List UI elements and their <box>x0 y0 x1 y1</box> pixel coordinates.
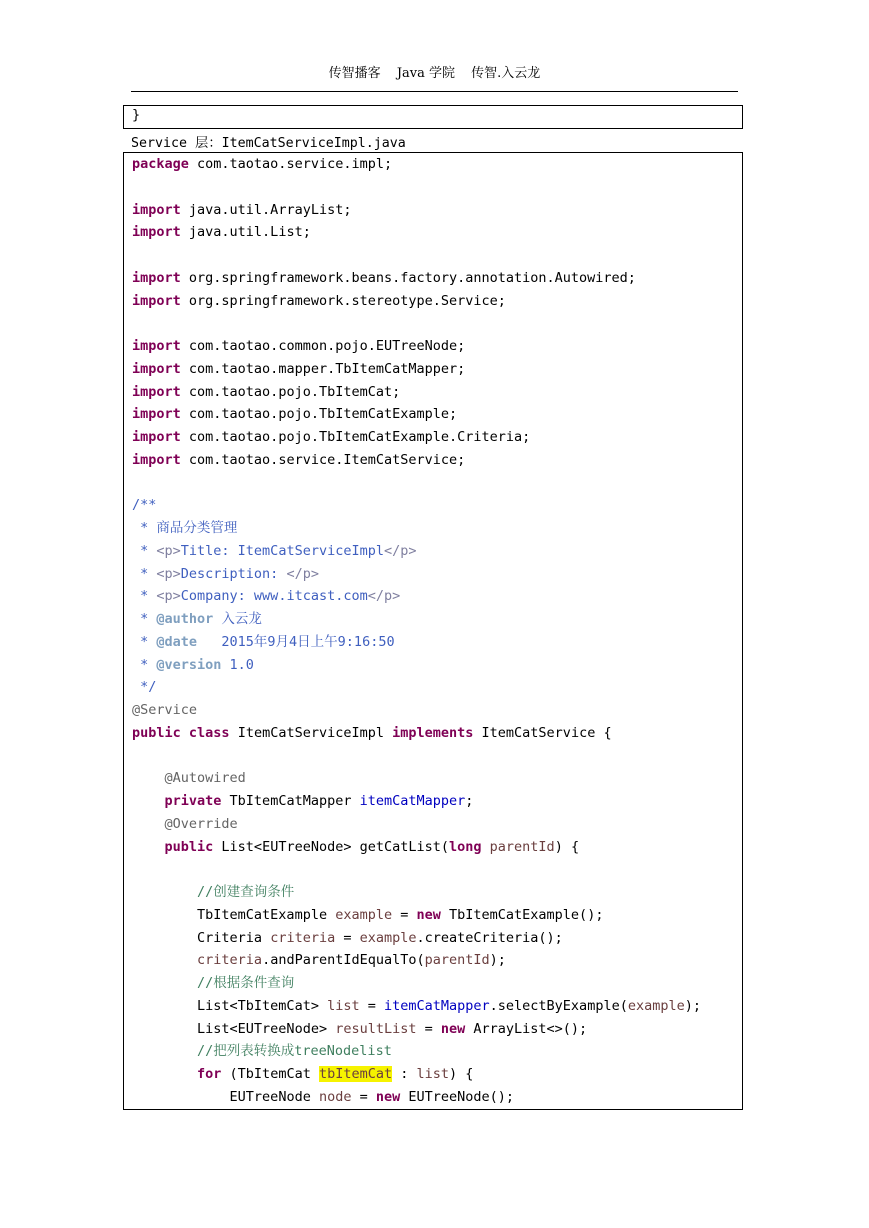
code-token: </p> <box>383 542 417 559</box>
code-token: ) { <box>554 838 580 855</box>
code-line <box>132 221 701 244</box>
code-token: com.taotao.service.impl; <box>188 156 393 172</box>
code-token: = <box>416 1020 441 1037</box>
code-token: (TbItemCat <box>221 1066 319 1082</box>
code-token: for <box>197 1066 222 1082</box>
code-token: = <box>335 929 360 946</box>
header-school: Java 学院 <box>396 66 456 81</box>
code-line <box>132 927 701 950</box>
code-token: Title: ItemCatServiceImpl <box>180 542 384 559</box>
code-token: import <box>132 201 181 218</box>
code-token: * <box>132 565 157 582</box>
code-line <box>132 745 701 768</box>
code-token: public <box>132 724 181 741</box>
code-token: long <box>449 838 482 855</box>
code-token: parentId <box>489 838 555 855</box>
code-line <box>132 881 701 904</box>
javadoc-line <box>132 563 701 586</box>
code-box <box>123 152 743 1110</box>
section-caption <box>131 132 406 151</box>
code-line <box>132 995 701 1018</box>
code-token: = <box>392 906 417 923</box>
code-token: List<TbItemCat> <box>197 997 328 1014</box>
code-token: ; <box>465 793 474 809</box>
code-token: @Autowired <box>164 770 246 787</box>
code-line <box>132 290 701 313</box>
code-token: new <box>440 1020 466 1037</box>
code-token: </p> <box>286 565 319 582</box>
code-token: list <box>327 997 360 1014</box>
code-line <box>132 176 701 199</box>
code-token: implements <box>392 724 474 741</box>
code-token: org.springframework.stereotype.Service; <box>180 292 506 309</box>
code-line <box>132 1040 701 1063</box>
javadoc-line <box>132 494 701 517</box>
code-token: @date <box>156 633 198 650</box>
code-token: @Override <box>164 815 238 832</box>
code-token: criteria <box>270 929 336 946</box>
code-token: import <box>132 360 181 377</box>
javadoc-line <box>132 676 701 699</box>
code-line <box>132 449 701 472</box>
code-token: * <box>132 542 157 559</box>
code-line <box>132 722 701 745</box>
code-token: EUTreeNode(); <box>400 1088 515 1105</box>
header-author: 传智.入云龙 <box>471 66 541 81</box>
code-token: List<EUTreeNode> getCatList( <box>213 838 449 855</box>
code-token: itemCatMapper <box>383 997 490 1014</box>
code-line <box>132 358 701 381</box>
code-token: org.springframework.beans.factory.annotation.Autowired; <box>180 269 636 286</box>
code-token: import <box>132 269 181 286</box>
code-token: //根据条件查询 <box>197 975 295 991</box>
code-line <box>132 1086 701 1109</box>
header-divider <box>131 91 738 92</box>
code-token: Description: <box>180 565 287 582</box>
code-token: list <box>416 1066 450 1082</box>
code-token: example <box>335 906 393 923</box>
code-line <box>132 381 701 404</box>
code-token: .selectByExample( <box>489 997 628 1014</box>
code-token: @Service <box>132 702 198 718</box>
code-token: : <box>392 1066 417 1082</box>
code-token: itemCatMapper <box>359 793 466 809</box>
code-token: * <box>132 588 157 605</box>
code-token: Company: www.itcast.com <box>180 588 368 605</box>
code-token: */ <box>132 679 157 696</box>
code-token: import <box>132 224 181 241</box>
code-line <box>132 312 701 335</box>
code-line <box>132 426 701 449</box>
code-line <box>132 199 701 222</box>
code-token: java.util.List; <box>180 224 311 241</box>
code-token: resultList <box>335 1020 417 1037</box>
code-token: * <box>132 611 157 627</box>
code-token: TbItemCatExample(); <box>440 906 604 923</box>
code-line <box>132 244 701 267</box>
code-token: //创建查询条件 <box>197 884 295 900</box>
code-token: * <box>132 633 157 650</box>
code-token: <p> <box>156 542 181 559</box>
code-token: new <box>375 1088 401 1105</box>
code-token: * 商品分类管理 <box>132 520 238 536</box>
code-token: criteria <box>197 952 263 969</box>
code-token: ); <box>684 997 701 1014</box>
code-line <box>132 767 701 790</box>
javadoc-line <box>132 608 701 631</box>
code-line <box>132 904 701 927</box>
code-token: List<EUTreeNode> <box>197 1020 336 1037</box>
code-token: = <box>351 1088 376 1105</box>
code-token: /** <box>132 497 157 514</box>
code-token: com.taotao.service.ItemCatService; <box>180 451 466 468</box>
code-token: ArrayList<>(); <box>465 1020 588 1037</box>
code-token: 1.0 <box>221 656 254 673</box>
code-token: @version <box>156 656 222 673</box>
caption-prefix: Service <box>131 136 196 151</box>
code-token: = <box>359 997 384 1014</box>
code-token: com.taotao.mapper.TbItemCatMapper; <box>180 360 466 377</box>
code-token: @author <box>156 611 214 627</box>
code-line <box>132 335 701 358</box>
code-token: com.taotao.pojo.TbItemCat; <box>180 383 401 400</box>
code-token: .createCriteria(); <box>416 929 563 946</box>
page-header <box>0 62 869 81</box>
code-token: example <box>627 997 685 1014</box>
code-token: <p> <box>156 588 181 605</box>
code-token: TbItemCatMapper <box>221 793 360 809</box>
code-token: java.util.ArrayList; <box>180 201 352 218</box>
code-token: TbItemCatExample <box>197 906 336 923</box>
previous-code-box <box>123 105 743 129</box>
javadoc-line <box>132 631 701 654</box>
code-token: ) { <box>449 1066 474 1082</box>
code-line <box>132 267 701 290</box>
closing-brace: } <box>132 107 141 123</box>
code-token: Criteria <box>197 929 271 946</box>
code-token: parentId <box>424 952 490 969</box>
code-token: import <box>132 429 181 445</box>
highlighted-variable: tbItemCat <box>318 1066 393 1082</box>
code-line <box>132 699 701 722</box>
code-line <box>132 153 701 176</box>
code-token: node <box>318 1088 352 1105</box>
code-token: private <box>164 793 222 809</box>
code-token: com.taotao.common.pojo.EUTreeNode; <box>180 338 466 354</box>
code-listing <box>132 153 701 1109</box>
code-line <box>132 813 701 836</box>
code-line <box>132 949 701 972</box>
code-line <box>132 972 701 995</box>
javadoc-line <box>132 654 701 677</box>
code-token: 2015年9月4日上午9:16:50 <box>197 633 395 650</box>
code-token: import <box>132 292 181 309</box>
code-token: import <box>132 383 181 400</box>
code-line <box>132 1063 701 1086</box>
code-token: .andParentIdEqualTo( <box>262 952 425 969</box>
code-token: * <box>132 656 157 673</box>
javadoc-line <box>132 540 701 563</box>
code-line <box>132 1018 701 1041</box>
code-token: <p> <box>156 565 181 582</box>
code-token: 入云龙 <box>213 611 262 627</box>
code-token: com.taotao.pojo.TbItemCatExample.Criteria; <box>180 429 531 445</box>
javadoc-line <box>132 585 701 608</box>
header-org: 传智播客 <box>328 66 381 81</box>
code-token: import <box>132 451 181 468</box>
code-token: //把列表转换成treeNodelist <box>197 1043 392 1060</box>
code-line <box>132 858 701 881</box>
code-token: package <box>132 156 189 172</box>
caption-filename: ItemCatServiceImpl.java <box>221 136 406 151</box>
code-token: new <box>416 906 441 923</box>
code-token: ItemCatService { <box>473 724 612 741</box>
code-line <box>132 790 701 813</box>
code-token: EUTreeNode <box>229 1088 319 1105</box>
code-token: ItemCatServiceImpl <box>229 724 393 741</box>
code-token: example <box>359 929 417 946</box>
code-line <box>132 472 701 495</box>
caption-layer: 层： <box>195 136 222 151</box>
code-token: ); <box>489 952 506 969</box>
code-token: </p> <box>367 588 401 605</box>
code-token: com.taotao.pojo.TbItemCatExample; <box>180 406 458 423</box>
javadoc-line <box>132 517 701 540</box>
code-token: import <box>132 406 181 423</box>
code-token: import <box>132 338 181 354</box>
code-token: class <box>188 724 230 741</box>
code-line <box>132 403 701 426</box>
code-line <box>132 836 701 859</box>
code-token: public <box>164 838 214 855</box>
